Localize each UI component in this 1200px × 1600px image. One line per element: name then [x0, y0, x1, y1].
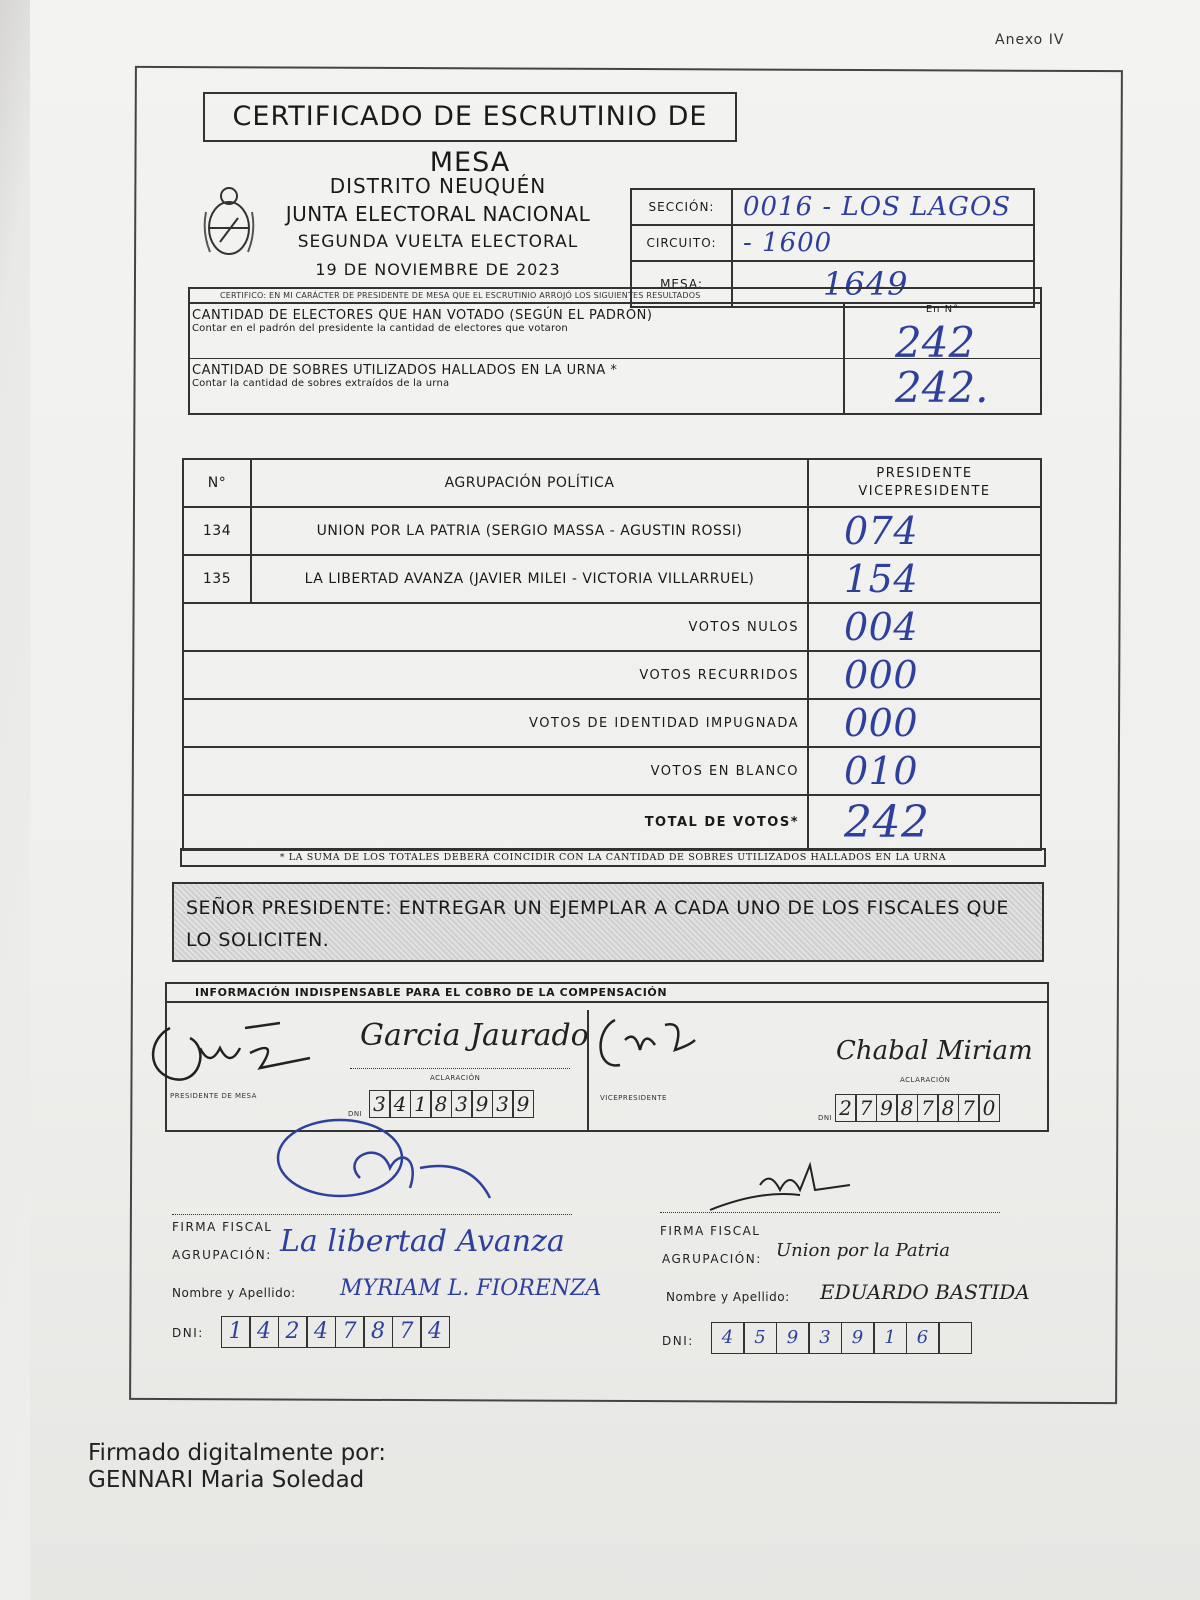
- party-number: 135: [183, 555, 251, 603]
- table-row: [183, 699, 1041, 747]
- impugnada-value: 000: [808, 699, 1041, 747]
- table-row: [183, 747, 1041, 795]
- fiscal-right-firma-label: FIRMA FISCAL: [660, 1224, 761, 1238]
- digital-signature-note: [88, 1440, 386, 1494]
- party-name: UNION POR LA PATRIA (SERGIO MASSA - AGUSTIN ROSSI): [251, 507, 808, 555]
- votes-table: [182, 458, 1042, 851]
- fiscal-left-dni-boxes: 1 4 2 4 7 8 7 4: [222, 1316, 450, 1348]
- electoral-board: JUNTA ELECTORAL NACIONAL: [285, 202, 591, 226]
- fiscal-right-agrupacion: Union por la Patria: [776, 1240, 950, 1261]
- electores-hint: Contar en el padrón del presidente la cantidad de electores que votaron: [192, 323, 568, 334]
- fiscal-right-dni-boxes: 4 5 9 3 9 1 6: [712, 1322, 972, 1354]
- fiscal-right-nombre-label: Nombre y Apellido:: [666, 1290, 790, 1304]
- table-row: [183, 795, 1041, 850]
- total-value: 242: [808, 795, 1041, 850]
- dni-left-boxes: 3 4 1 8 3 9 3 9: [370, 1090, 534, 1118]
- aclaracion-right-label: ACLARACIÓN: [900, 1076, 951, 1084]
- table-row: [183, 507, 1041, 555]
- presidente-label: PRESIDENTE DE MESA: [170, 1092, 257, 1100]
- dni-left-label: DNI: [348, 1110, 363, 1118]
- vicepresidente-label: VICEPRESIDENTE: [600, 1094, 667, 1102]
- aclaracion-left-label: ACLARACIÓN: [430, 1074, 481, 1082]
- fiscal-right-nombre: EDUARDO BASTIDA: [820, 1280, 1030, 1304]
- sobres-label: CANTIDAD DE SOBRES UTILIZADOS HALLADOS EN LA URNA *: [192, 363, 618, 378]
- col-presidente-header: PRESIDENTE: [876, 466, 973, 481]
- fiscal-right-agrupacion-label: AGRUPACIÓN:: [662, 1252, 762, 1266]
- col-number-header: N°: [183, 459, 251, 507]
- table-row: [183, 603, 1041, 651]
- fiscal-left-line: [172, 1214, 572, 1215]
- sobres-hint: Contar la cantidad de sobres extraídos de la urna: [192, 378, 450, 389]
- seccion-value: 0016 - LOS LAGOS: [732, 189, 1034, 225]
- presidente-signature-icon: [140, 1008, 340, 1088]
- mesa-label: MESA:: [631, 261, 732, 307]
- fiscal-right-dni-label: DNI:: [662, 1334, 694, 1348]
- table-row: [183, 651, 1041, 699]
- mesa-value: 1649: [732, 261, 1034, 307]
- fiscal-left-dni-label: DNI:: [172, 1326, 204, 1340]
- digital-signature-line1: Firmado digitalmente por:: [88, 1440, 387, 1466]
- impugnada-label: VOTOS DE IDENTIDAD IMPUGNADA: [183, 699, 808, 747]
- recurridos-label: VOTOS RECURRIDOS: [183, 651, 808, 699]
- district-name: DISTRITO NEUQUÉN: [329, 174, 547, 198]
- fiscal-left-firma-label: FIRMA FISCAL: [172, 1220, 273, 1234]
- district-block: [258, 172, 618, 284]
- vicepresidente-signature-icon: [595, 1010, 715, 1080]
- sum-note: * LA SUMA DE LOS TOTALES DEBERÁ COINCIDIR CON LA CANTIDAD DE SOBRES UTILIZADOS HALLADOS EN LA URNA: [180, 848, 1046, 867]
- party-number: 134: [183, 507, 251, 555]
- party-name: LA LIBERTAD AVANZA (JAVIER MILEI - VICTORIA VILLARRUEL): [251, 555, 808, 603]
- aclaracion-left-name: Garcia Jaurado: [360, 1018, 589, 1053]
- certifico-header: CERTIFICO: EN MI CARÁCTER DE PRESIDENTE DE MESA QUE EL ESCRUTINIO ARROJÓ LOS SIGUIENTES RESULTADOS: [190, 289, 1040, 304]
- electores-label: CANTIDAD DE ELECTORES QUE HAN VOTADO (SEGÚN EL PADRÓN): [192, 308, 653, 323]
- votes-header-row: [183, 459, 1041, 507]
- presidente-message: SEÑOR PRESIDENTE: ENTREGAR UN EJEMPLAR A CADA UNO DE LOS FISCALES QUE LO SOLICITEN.: [172, 882, 1044, 962]
- col-party-header: AGRUPACIÓN POLÍTICA: [251, 459, 808, 507]
- total-label: TOTAL DE VOTOS*: [183, 795, 808, 850]
- electores-value: 242: [895, 318, 976, 367]
- col-vicepresidente-header: VICEPRESIDENTE: [858, 484, 991, 499]
- coat-of-arms-icon: [200, 182, 258, 264]
- sobres-value: 242.: [895, 363, 989, 412]
- fiscal-left-nombre: MYRIAM L. FIORENZA: [340, 1276, 602, 1301]
- election-date: 19 DE NOVIEMBRE DE 2023: [315, 260, 561, 279]
- party-votes: 154: [808, 555, 1041, 603]
- circuito-label: CIRCUITO:: [631, 225, 732, 261]
- en-numero-label: En N°: [925, 304, 960, 315]
- circuito-value: - 1600: [732, 225, 1034, 261]
- annex-label: Anexo IV: [995, 32, 1065, 48]
- seccion-label: SECCIÓN:: [631, 189, 732, 225]
- fiscal-right-line: [660, 1212, 1000, 1213]
- fiscal-left-agrupacion-label: AGRUPACIÓN:: [172, 1248, 272, 1262]
- fiscal-right-signature-icon: [700, 1160, 880, 1220]
- fiscal-left-agrupacion: La libertad Avanza: [280, 1224, 565, 1259]
- compensation-header: INFORMACIÓN INDISPENSABLE PARA EL COBRO DE LA COMPENSACIÓN: [167, 984, 1047, 1003]
- nulos-value: 004: [808, 603, 1041, 651]
- aclaracion-right-name: Chabal Miriam: [836, 1036, 1033, 1066]
- blanco-label: VOTOS EN BLANCO: [183, 747, 808, 795]
- table-row: [183, 555, 1041, 603]
- aclaracion-line: [350, 1068, 570, 1069]
- sobres-row: [190, 359, 1040, 413]
- electores-row: [190, 304, 1040, 367]
- page-title: CERTIFICADO DE ESCRUTINIO DE MESA: [203, 92, 737, 142]
- recurridos-value: 000: [808, 651, 1041, 699]
- election-round: SEGUNDA VUELTA ELECTORAL: [297, 232, 579, 252]
- dni-right-label: DNI: [818, 1114, 833, 1122]
- dni-right-boxes: 2 7 9 8 7 8 7 0: [836, 1094, 1000, 1122]
- fiscal-left-nombre-label: Nombre y Apellido:: [172, 1286, 296, 1300]
- party-votes: 074: [808, 507, 1041, 555]
- digital-signature-line2: GENNARI Maria Soledad: [88, 1467, 365, 1493]
- blanco-value: 010: [808, 747, 1041, 795]
- certifico-block: [188, 287, 1042, 415]
- fiscal-left-signature-icon: [270, 1108, 510, 1218]
- nulos-label: VOTOS NULOS: [183, 603, 808, 651]
